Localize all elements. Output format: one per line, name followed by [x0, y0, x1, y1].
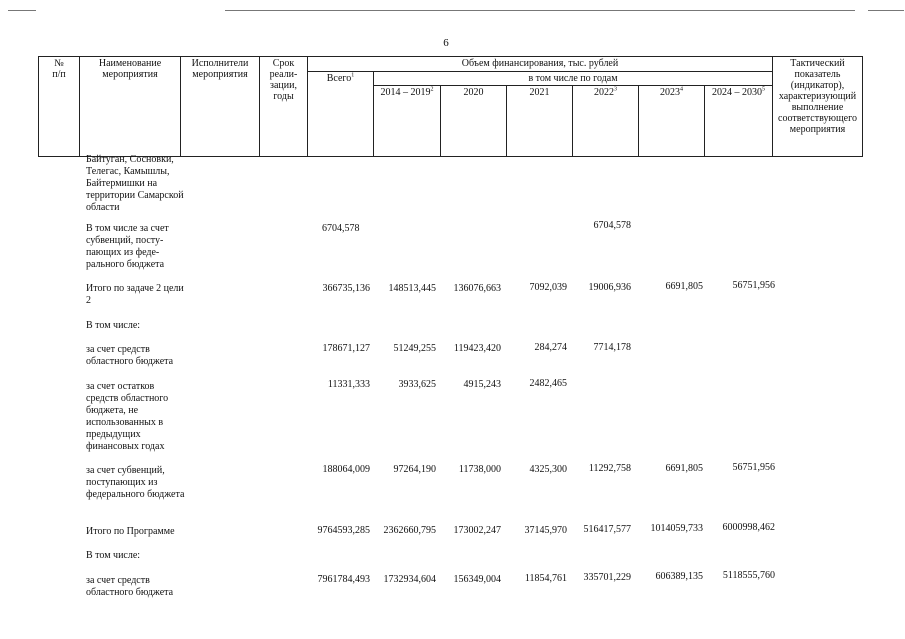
header-year-sup: 2	[430, 86, 434, 93]
row-value: 156349,004	[453, 574, 501, 585]
row-total: 11331,333	[327, 379, 370, 390]
row-value: 2482,465	[529, 378, 567, 389]
header-by-years: в том числе по годам	[374, 72, 773, 86]
row-total: 188064,009	[322, 464, 370, 475]
row-value: 136076,663	[453, 283, 501, 294]
header-total-label: Всего	[326, 73, 352, 84]
row-value: 6691,805	[665, 463, 703, 474]
row-total: 366735,136	[322, 283, 370, 294]
header-year-1	[374, 86, 441, 157]
row-value: 1732934,604	[383, 574, 436, 585]
header-total	[308, 72, 374, 157]
row-name: за счет остатков средств областного бюджета, не использованных в предыдущих финансовых годах	[86, 381, 169, 452]
header-year-sup: 3	[614, 86, 617, 93]
row-name: Итого по задаче 2 цели 2	[86, 283, 184, 306]
header-year-label: 2022	[594, 87, 614, 98]
row-name: Итого по Программе	[86, 526, 175, 537]
row-value: 56751,956	[732, 462, 775, 473]
row-value: 51249,255	[393, 343, 436, 354]
row-name: В том числе:	[86, 320, 141, 331]
row-value: 6000998,462	[722, 522, 775, 533]
row-value: 1014059,733	[650, 523, 703, 534]
header-year-sup: 5	[762, 86, 765, 93]
row-value: 173002,247	[453, 525, 501, 536]
row-value: 19006,936	[588, 282, 631, 293]
row-value: 606389,135	[655, 571, 703, 582]
row-value: 3933,625	[398, 379, 436, 390]
row-value: 335701,229	[583, 572, 631, 583]
header-year-label: 2024 – 2030	[712, 87, 762, 98]
top-rule-left	[8, 10, 36, 11]
row-name: за счет субвенций, поступающих из федерального бюджета	[86, 465, 185, 500]
row-value: 11292,758	[588, 463, 631, 474]
top-rule-right	[868, 10, 904, 11]
header-year-label: 2014 – 2019	[380, 87, 431, 98]
row-value: 119423,420	[453, 343, 501, 354]
header-name: Наименование мероприятия	[80, 57, 181, 157]
header-year-6	[705, 86, 773, 157]
row-name: В том числе:	[86, 550, 141, 561]
row-value: 284,274	[534, 342, 567, 353]
header-year-label: 2020	[463, 87, 484, 98]
table-header	[38, 56, 863, 157]
row-value: 97264,190	[393, 464, 436, 475]
row-total: 9764593,285	[317, 525, 370, 536]
row-value: 7714,178	[593, 342, 631, 353]
header-year-3	[507, 86, 573, 157]
header-indicator: Тактический показатель (индикатор), характеризующий выполнение соответствующего мероприятия	[773, 57, 863, 157]
row-value: 148513,445	[388, 283, 436, 294]
row-value: 516417,577	[583, 524, 631, 535]
header-year-label: 2023	[660, 87, 680, 98]
header-executors: Исполнители мероприятия	[181, 57, 260, 157]
row-value: 7092,039	[529, 282, 567, 293]
row-value: 4325,300	[529, 464, 567, 475]
row-total: 6704,578	[322, 223, 360, 234]
row-value: 6704,578	[593, 220, 631, 231]
header-total-sup: 1	[351, 72, 355, 79]
header-year-4	[573, 86, 639, 157]
header-num: № п/п	[39, 57, 80, 157]
row-name: Байтуган, Сосновки, Телегас, Камышлы, Байтермишки на территории Самарской области	[86, 154, 184, 213]
row-value: 56751,956	[732, 280, 775, 291]
row-total: 178671,127	[322, 343, 370, 354]
row-value: 4915,243	[463, 379, 501, 390]
row-name: за счет средств областного бюджета	[86, 344, 174, 367]
header-term: Срок реали- зации, годы	[260, 57, 308, 157]
header-year-sup: 4	[680, 86, 683, 93]
header-year-label: 2021	[529, 87, 550, 98]
row-value: 2362660,795	[383, 525, 436, 536]
page-number: 6	[443, 37, 449, 49]
row-value: 5118555,760	[722, 570, 775, 581]
row-name: В том числе за счет субвенций, посту-пающих из феде-рального бюджета	[86, 223, 169, 270]
row-total: 7961784,493	[317, 574, 370, 585]
header-funding: Объем финансирования, тыс. рублей	[308, 57, 773, 72]
top-rule-main	[225, 10, 855, 11]
header-year-2	[441, 86, 507, 157]
row-value: 37145,970	[524, 525, 567, 536]
row-name: за счет средств областного бюджета	[86, 575, 174, 598]
row-value: 11738,000	[458, 464, 501, 475]
row-value: 11854,761	[524, 573, 567, 584]
row-value: 6691,805	[665, 281, 703, 292]
header-year-5	[639, 86, 705, 157]
